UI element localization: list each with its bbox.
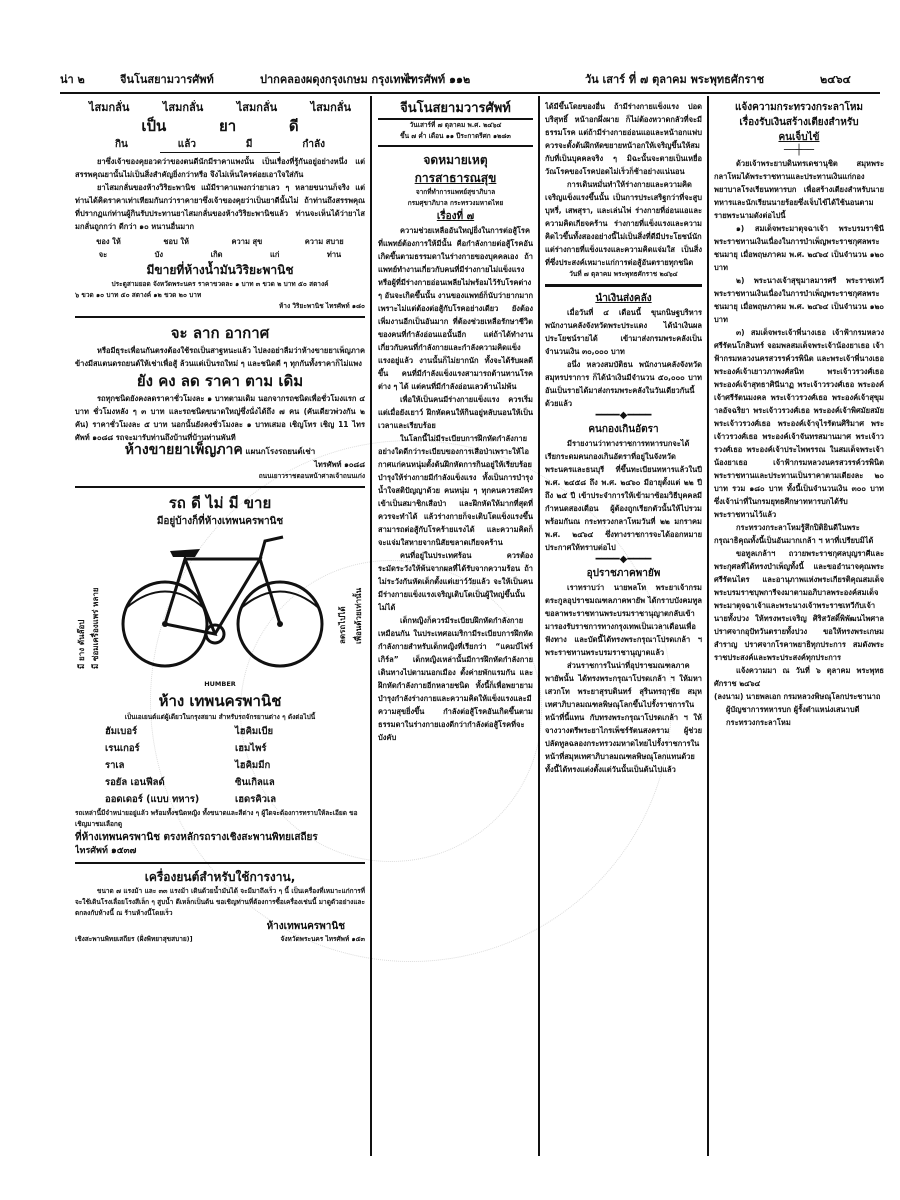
ad-tagline: ไสมกลั่น bbox=[310, 101, 351, 114]
notice-title: คนเจ็บไข้ bbox=[778, 132, 820, 143]
ad-car-rental bbox=[75, 322, 365, 482]
article-title: การสาธารณสุข bbox=[414, 171, 497, 185]
masthead-date: วันเสาร์ที่ ๗ ตุลาคม พ.ศ. ๒๔๖๔ bbox=[409, 121, 502, 129]
brand-item: ไฮคิมเบีย bbox=[235, 726, 274, 737]
ad-price: ประตูสามยอด จังหวัดพระนคร ราคาขวดละ ๑ บาท ๓ ขวด ๒ บาท ๕๐ สตางค์ bbox=[111, 280, 329, 288]
ad-phrase: ของ ให้ bbox=[96, 237, 121, 246]
article-title: จดหมายเหตุ bbox=[423, 153, 488, 167]
paper-address: ปากคลองผดุงกรุงเกษม กรุงเทพฯ bbox=[260, 73, 414, 86]
column-divider bbox=[538, 96, 540, 1156]
ad-headline-word: เป็น bbox=[141, 117, 167, 135]
news-column bbox=[545, 100, 702, 1155]
ad-address: ถนนเยาวราชตอนหน้าศาลเจ้าถนนเก่ง bbox=[258, 472, 365, 480]
news-title: นำเงินส่งคลัง bbox=[595, 293, 652, 304]
notice-signer: (ลงนาม) นายพลเอก กรมหลวงพิษณุโลกประชานาถ bbox=[714, 692, 881, 701]
ad-phrase: ชอบ ให้ bbox=[163, 237, 189, 246]
ad-intro: เป็นเอเยนต์แต่ผู้เดียวในกรุงสยาม สำหรับรถจักรยานต่าง ๆ ดังต่อไปนี้ bbox=[124, 713, 316, 721]
notice-signer-title: ผู้บัญชาการทหารบก ผู้รั้งตำแหน่งเสนาบดีกระทรวงกระลาโหม bbox=[726, 705, 860, 727]
news-paragraph: เราทราบว่า นายพลโท พระยาเจ้ากรมตระกูลอุปราชมณฑลภาคพายัพ ได้กราบบังคมทูลขอลาพระราชทานพระบรมราชานุญาตกลับเข้ามารองรับราชการทางกรุงเทพเป็นเวลาเดือนเพื่อฟังทาง และบัดนี้ได้ทรงพระกรุณาโปรดเกล้า ฯ พระราชทานพระบรมราชานุญาตแล้ว bbox=[545, 583, 702, 657]
paper-telephone: ไทรศัพท์ ๑๑๒ bbox=[405, 73, 471, 86]
ad-body-text: หรือมีธุระเพื่อนกันตรงต้องใช้รถเป็นสาฐหนะแล้ว ไปลงอย่าลืมว่าห้างขายยาเพ็ญภาค ข้างมีสแตนดรถยนต์ให้เช่าเพื่อสู้ ล้วนแต่เป็นรถใหม่ ๆ และชนิดดี ๆ ทุกกันทั้งราคาก็ไม่แพง bbox=[75, 346, 365, 368]
advertisement-column bbox=[75, 100, 365, 1160]
ad-body-text: ยาซึ่งเจ้าของคุยอวดว่าของตนดีนักมีราคาแพงนั้น เป็นเรื่องที่รู้กันอยู่อย่างหนึ่ง แต่สรรพคุณยานั้นไม่เป็นสิ่งสำคัญยิ่งกว่าหรือ จึงไม่เห็นใครค่อยเอาใจใส่กัน bbox=[75, 157, 365, 179]
news-paragraph: มีรายงานว่าทางราชการทหารบกจะได้เรียกระดมคนกองเกินอัตราที่อยู่ในจังหวัดพระนครและธนบุรี ที่ขึ้นทะเบียนทหารแล้วในปี พ.ศ. ๒๔๕๘ ถึง พ.ศ. ๒๔๖๐ มีอายุตั้งแต่ ๒๒ ปีถึง ๒๕ ปี เข้าประจำการให้เข้ามาซ้อมวิธีบุคคลมีกำหนดสองเดือน ผู้ต้องถูกเรียกตัวนั้นให้ไปรวมพร้อมกันณ กระทรวงกลาโหมวันที่ ๒๒ มกราคม พ.ศ. ๒๔๖๔ ซึ่งทางราชการจะได้ออกหมายประกาศให้ทราบต่อไป bbox=[545, 439, 702, 552]
section-rule bbox=[75, 316, 365, 318]
section-rule bbox=[75, 862, 365, 864]
article-paragraph: การเดินหมั่นทำให้ร่างกายและความคิดเจริญแข็งแรงขึ้นนั้น เป็นการประเสริฐกว่าที่จะสูบบุหรี่, เสพสุรา, และเล่นไพ่ ร่างกายที่อ่อนแอและความคิดเกียจคร้าน ร่างกายที่แข็งแรงและความคิดไวขึ้นทั้งสองอย่างนี้ไม่เป็นสิ่งที่ดีมีประโยชน์นัก แต่ร่างกายที่แข็งแรงและความคิดแจ่มใส เป็นสิ่งที่ซึ่งประสงค์เหมาะแก่การต่อสู้อันตรายทุกชนิด bbox=[545, 180, 702, 267]
ad-headline: รถ ดี ไม่ มี ขาย bbox=[168, 494, 272, 512]
ad-shop-name: ห้างขายยาเพ็ญภาค bbox=[124, 442, 243, 458]
ad-headline: จะ ลาก อากาศ bbox=[170, 324, 270, 342]
masthead-title: จีนโนสยามวารศัพท์ bbox=[378, 100, 533, 120]
article-paragraph: ในโลกนี้ไม่มีระเบียบการฝึกหัดกำลังกายอย่างใดดีกว่าระเบียบของการเสือป่าเพราะให้ไอกาศแก่คนหนุ่มตั้งต้นฝึกหัดการกินอยู่ให้เรียบร้อย บำรุงให้ร่างกายมีกำลังแข็งแรง ทั้งเป็นการบำรุงน้ำใจสติปัญญาด้วย คนหนุ่ม ๆ ทุกคนควรสมัครเข้าเป็นสมาชิกเสือป่า และฝึกหัดให้มากที่สุดที่ควรจะทำได้ แล้วร่างกายก็จะเติบโตแข็งแรงขึ้น สามารถต่อสู้กับโรคร้ายแรงได้ และความคิดก็จะแจ่มใสหายจากนิสัยขลาดเกียจคร้าน bbox=[378, 434, 533, 547]
issue-date: วัน เสาร์ ที่ ๗ ตุลาคม พระพุทธศักราช bbox=[585, 73, 765, 86]
article-dateline: วันที่ ๗ ตุลาคม พระพุทธศักราช ๒๔๖๔ bbox=[569, 270, 678, 278]
ad-subhead-word: แล้ว bbox=[177, 139, 196, 150]
ad-headline: เครื่องยนต์สำหรับใช้การงาน, bbox=[144, 870, 296, 884]
ad-tagline: ไสมกลั่น bbox=[162, 101, 204, 114]
news-title: คนกองเกินอัตรา bbox=[588, 424, 659, 435]
ad-phone: ไทรศัพท์ ๑๐๘๘ bbox=[314, 460, 365, 469]
bicycle-brand-label: HUMBER bbox=[204, 680, 236, 688]
ad-price: ๖ ขวด ๑๐ บาท ๕๐ สตางค์ ๑๒ ขวด ๒๐ บาท bbox=[75, 291, 202, 299]
ad-signature: ห้าง วิริยะพานิช ไทรศัพท์ ๑๘๐ bbox=[279, 302, 365, 310]
news-title: อุปราชภาคพายัพ bbox=[586, 568, 661, 579]
column-divider bbox=[370, 96, 372, 1156]
ornament-divider: ──┼── bbox=[783, 145, 815, 156]
notice-dateline: แจ้งความมา ณ วันที่ ๖ ตุลาคม พระพุทธศักราช ๒๔๖๔ bbox=[714, 666, 884, 688]
brand-item: ราเล bbox=[105, 760, 125, 771]
ad-phrase: ท่าน bbox=[326, 250, 342, 259]
article-paragraph: เพื่อให้เป็นคนมีร่างกายแข็งแรง ควรเริ่มแต่เมื่อยังเยาว์ ฝึกหัดคนให้กินอยู่หลับนอนให้เป็นเวลาและเรียบร้อย bbox=[378, 395, 533, 430]
ad-side-text: เพื่อนด้วยเท่านั้น bbox=[354, 587, 363, 644]
notice-paragraph: ๓) สมเด็จพระเจ้าพี่นางเธอ เจ้าฟ้ากรมหลวงศรีรัตนโกสินทร์ จอมพลสมเด็จพระเจ้าน้องยาเธอ เจ้าฟ้ากรมหลวงนครสวรรค์วรพินิต และพระเจ้าพี่นางเธอ พระองค์เจ้าเยาวภาพงศ์สนิท พระเจ้าวรวงศ์เธอ พระองค์เจ้าสุทธาศินีนาฏ พระเจ้าวรวงศ์เธอ พระองค์เจ้าศรีรัตนมงคล พระเจ้าวรวงศ์เธอ พระองค์เจ้าสุขุมาลอัจฉริยา พระเจ้าวรวงศ์เธอ พระองค์เจ้าพิศมัยสมัย พระเจ้าวรวงศ์เธอ พระองค์เจ้าจุไรรัตนศิริมาศ พระเจ้าวรวงศ์เธอ พระองค์เจ้าจันทรสมานมาศ พระเจ้าวรวงศ์เธอ พระองค์เจ้าประไพพรรณ ในสมเด็จพระเจ้าน้องยาเธอ เจ้าฟ้ากรมหลวงนครสวรรค์วรพินิต พระราชทานและประทานเป็นราคาตามเตียงละ ๒๐ บาท รวม ๑๘๐ บาท ทั้งนี้เป็นจำนวนเงิน ๓๐๐ บาท ซึ่งเจ้าน่าที่ในกรมยุทธศึกษาทหารบกได้รับพระราชทานไว้แล้ว bbox=[714, 328, 884, 519]
notice-title: เรื่องรับเงินสร้างเตียงสำหรับ bbox=[739, 117, 859, 128]
ad-phrase: ความ สบาย bbox=[304, 237, 344, 246]
notice-paragraph: ด้วยเจ้าพระยาบดินทรเดชานุชิต สมุหพระกลาโหมได้พระราชทานและประทานเงินแก่กองพยาบาลโรงเรียนทหารบก เพื่อสร้างเตียงสำหรับนายทหารและนักเรียนนายร้อยซึ่งเจ็บไข้ได้ใช้นอนตามรายพระนามดังต่อไปนี้ bbox=[714, 159, 884, 220]
brand-item: ออดเดอร์ (แบบ ทหาร) bbox=[105, 794, 200, 805]
ad-phone: จังหวัดพระนคร ไทรศัพท์ ๑๕๓ bbox=[280, 935, 365, 943]
ad-body-text: ขนาด ๗ แรงม้า และ ๓๓ แรงม้า เดินด้วยน้ำมันได้ จะมีมาถึงเร็ว ๆ นี้ เป็นเครื่องที่เหมาะแก่การที่จะใช้เดินโรงเลื่อยโรงสีเล็ก ๆ สูบน้ำ ตีเหล็กเป็นต้น ขอเชิญท่านที่ต้องการซื้อเครื่องเช่นนี้ มาดูตัวอย่างและตกลงกับห้างนี้ ณ ร้านห้างนี้โดยเร็ว bbox=[75, 887, 365, 917]
ad-headline-word: ยา bbox=[218, 117, 237, 135]
ornament-divider: ━━━━◆━━━━ bbox=[595, 410, 652, 421]
ad-phrase: เกิด bbox=[210, 250, 223, 259]
ad-phrase: แก่ bbox=[270, 250, 280, 259]
notice-paragraph: ๑) สมเด็จพระมาตุจฉาเจ้า พระบรมราชินี พระราชทานเงินเนื่องในการบำเพ็ญพระราชกุศลพระชนมายุ เมื่อพฤษภาคม พ.ศ. ๒๔๖๔ เป็นจำนวน ๑๒๐ บาท bbox=[714, 224, 884, 272]
news-paragraph: ส่วนราชการในน่าที่อุปราชมณฑลภาคพายัพนั้น ได้ทรงพระกรุณาโปรดเกล้า ฯ ให้มหาเสวกโท พระยาสุรบดินทร์ สุรินทรฤๅชัย สมุหเทศาภิบาลมณฑลพิษณุโลกขึ้นไปรั้งราชการในหน้าที่นี้แทน กับทรงพระกรุณาโปรดเกล้า ฯ ให้ จางวางตรีพระยาไกรเพ็ชร์รัตนสงคราม ผู้ช่วยปลัดทูลฉลองกระทรวงมหาดไทยไปรั้งราชการในหน้าที่สมุหเทศาภิบาลมณฑลพิษณุโลกแทนด้วย ทั้งนี้ได้ทรงแต่งตั้งแต่วันนั้นเป็นต้นไปแล้ว bbox=[545, 661, 702, 774]
ministry-notice-column bbox=[714, 100, 884, 1155]
ad-body-text: รถทุกชนิดยังคงลดราคาชั่วโมงละ ๑ บาทตามเดิม นอกจากรถชนิดเพื่อชั่วโมงแรก ๔ บาท ชั่วโมงหลัง ๆ ๓ บาท และรถชนิดขนาดใหญ่ซึ่งนั่งได้ถึง ๗ คน (คันเดียวพ่วงกัน ๒ คัน) ราคาชั่วโมงละ ๕ บาท นอกนั้นยังคงชั่วโมงละ ๑ บาทเสมอ เชิญโทร เชิญ 11 ไทรศัพท์ ๑๐๘๘ รถจะมารับท่านถึงบ้านที่บ้านท่านพันที bbox=[75, 394, 365, 442]
ad-side-text: มี ซ่อมเครื่องแพร่ หลาย bbox=[91, 587, 100, 669]
ad-phone: ไทรศัพท์ ๑๕๓๗ bbox=[75, 846, 137, 856]
notice-title: แจ้งความกระทรวงกระลาโหม bbox=[734, 102, 864, 113]
section-rule bbox=[75, 486, 365, 488]
brand-item: รอยัล เอนฟีลด์ bbox=[105, 777, 165, 788]
ad-bicycle bbox=[75, 492, 365, 858]
ad-shop-name: ห้าง เทพนครพานิช bbox=[158, 692, 282, 710]
ad-phrase: บัง bbox=[154, 250, 164, 259]
ad-headline-word: ดี bbox=[288, 117, 299, 135]
article-paragraph: ความช่วยเหลืออันใหญ่ยิ่งในการต่อสู้โรคที่แพทย์ต้องการให้มีนั้น คือกำลังกายต่อสู้โรคอันเกิดขึ้นตามธรรมดาในร่างกายของบุคคลเอง ถ้าแพทย์ทำงานเกี่ยวกับคนที่มีร่างกายไม่แข็งแรงหรือผู้ที่มีร่างกายอ่อนเพลียไม่พร้อมไว้รับโรคต่าง ๆ อันจะเกิดขึ้นนั้น งานของแพทย์ก็นับว่ายากมาก เพราะไม่แต่ต้องต่อสู้กับโรคอย่างเดียว ยังต้องเพิ่มงานอีกเป็นอันมาก ที่ต้องช่วยเหลือรักษาชีวิตของคนที่กำลังอ่อนแอนั้นอีก แต่ถ้าได้ทำงานเกี่ยวกับคนที่กำลังกายและกำลังความคิดแข็งแรงอยู่แล้ว งานนั้นก็ไม่ยากนัก ทั้งจะได้รับผลดีขึ้น คนที่มีกำลังแข็งแรงสามารถต้านทานโรคต่าง ๆ ได้ แต่คนที่มีกำลังอ่อนเลวต้านไม่พ้น bbox=[378, 226, 533, 391]
article-paragraph: คนที่อยู่ในประเทศร้อน ควรต้องระมัดระวังให้พ้นจากผลที่ได้รับจากความร้อน ถ้าไม่ระวังกันหัดเด็กตั้งแต่เยาว์วัยแล้ว จะให้เป็นคนมีร่างกายแข็งแรงเจริญเติบโตเป็นผู้ใหญ่ขึ้นนั้นไม่ได้ bbox=[378, 551, 533, 612]
ad-headline: ยัง คง ลด ราคา ตาม เดิม bbox=[136, 372, 304, 390]
ad-engines bbox=[75, 868, 365, 945]
notice-paragraph: กระทรวงกระลาโหมรู้สึกปิติยินดีในพระกรุณาธิคุณทั้งนี้เป็นอันมากเกล้า ฯ หาที่เปรียบมิได้ bbox=[714, 523, 874, 545]
section-rule bbox=[545, 284, 702, 287]
column-divider bbox=[707, 96, 709, 1156]
notice-paragraph: ๒) พระนางเจ้าสุขุมาลมารศรี พระราชเทวี พระราชทานเงินเนื่องในการบำเพ็ญพระราชกุศลพระชนมายุ เมื่อพฤษภาคม พ.ศ. ๒๔๖๔ เป็นจำนวน ๑๒๐ บาท bbox=[714, 276, 884, 324]
brand-item: เรนเกอร์ bbox=[105, 743, 140, 754]
ad-shop-sub: แผนกโรงรถยนต์เช่า bbox=[245, 447, 316, 456]
article-byline: จากที่ทำการแพทย์สุขาภิบาล bbox=[415, 188, 496, 196]
ad-shop-name: ห้างเทพนครพานิช bbox=[266, 921, 345, 932]
brand-item: ซินเกิลแล bbox=[235, 777, 275, 788]
article-paragraph: ได้มีขึ้นโดยของอื่น ถ้ามีร่างกายแข็งแรง ปอดบริสุทธิ์ หน้าอกผึ่งผาย ก็ไม่ต้องหวาดกลัวที่จะมีธรรมโรค แต่ถ้ามีร่างกายอ่อนแอและหน้าอกแฟบ ควรจะตั้งต้นฝึกหัดขยายหน้าอกให้เจริญขึ้นให้สมกับที่เป็นบุคคลจริง ๆ มิฉะนั้นจะตายเป็นเหยื่อวัณโรคของโรคปอดไม่เร็วก็ช้าอย่างแน่นอน bbox=[545, 102, 702, 176]
masthead-lunar-date: ขึ้น ๗ ค่ำ เดือน ๑๑ ปีระกาตรีศก ๑๒๘๓ bbox=[400, 132, 511, 140]
brand-item: เฮมไพร์ bbox=[235, 743, 267, 754]
article-chapter: เรื่องที่ ๗ bbox=[436, 211, 475, 222]
news-paragraph: เมื่อวันที่ ๔ เดือนนี้ ขุนกนิษฐบริหาร พนักงานคลังจังหวัดพระประแดง ได้นำเงินผลประโยชน์รายได้ เข้ามาส่งกรมพระคลังเป็นจำนวนเงิน ๓๐,๐๐๐ บาท bbox=[545, 308, 702, 356]
page-number: น่า ๒ bbox=[60, 73, 85, 86]
bicycle-illustration bbox=[115, 529, 325, 674]
masthead bbox=[378, 100, 533, 147]
ad-subhead: มีอยู่บ้างก็ที่ห้างเทพนครพานิช bbox=[156, 516, 284, 527]
ad-subhead-word: มี bbox=[245, 139, 253, 150]
news-paragraph: อนึ่ง หลวงสมบัติธน พนักงานคลังจังหวัดสมุทรปราการ ก็ได้นำเงินมีจำนวน ๕๐,๐๐๐ บาท อันเป็นรายได้มาส่งกรมพระคลังในวันเดียวกันนี้ด้วยแล้ว bbox=[545, 360, 702, 408]
bicycle-brand-list bbox=[75, 723, 365, 808]
ad-tagline: ไสมกลั่น bbox=[89, 101, 130, 114]
brand-item: ฮัมเบอร์ bbox=[105, 726, 138, 737]
ad-somklan-medicine bbox=[75, 100, 365, 312]
ad-subhead-word: กำลัง bbox=[302, 139, 325, 150]
ad-footer: รถเหล่านี้มีจำหน่ายอยู่แล้ว พร้อมทั้งชนิดหญิง ทั้งขนาดและสีต่าง ๆ ผู้ใดจะต้องการทราบให้ละเอียด ขอเชิญมาชมเลือกดู bbox=[75, 809, 358, 828]
notice-paragraph: ขอทูลเกล้าฯ ถวายพระราชกุศลบุญราศีและพระกุศลที่ได้ทรงบำเพ็ญทั้งนี้ และขออำนาจคุณพระศรีรัตนไตร และอานุภาพแห่งพระเกียรติคุณสมเด็จพระบรมราชบุพการีจงมาตามอภิบาลพระองค์สมเด็จพระมาตุจฉาเจ้าและพระนางเจ้าพระราชเทวีกับเจ้านายทั้งปวง ให้ทรงพระเจริญ ศิริสวัสดิ์พิพัฒนไพศาลปราศจากอุปัทวันตรายทั้งปวง ขอให้ทรงพระเกษมสำราญ ปราศจากโรคาพยาธิทุกประการ สมดังพระราชประสงค์และพระประสงค์ทุกประการ bbox=[714, 549, 884, 662]
ad-body-text: ยาไสมกลั่นของห้างวิริยะพานิช แม้มีราคาแพงกว่ายาเลว ๆ หลายขนานก็จริง แต่ท่านได้คิดราคาเท่าเทียมกันกว่าราคายาซึ่งเจ้าของคุยว่าเป็นยาดีนั้นไม่ ถ้าท่านถึงสรรพคุณที่ปรากฏแก่ท่านผู้กินรับประทานยาไสมกลั่นของห้างวิริยะพานิชแล้ว ท่านจะเห็นได้ว่ายาไสมกลั่นถูกกว่า ดีกว่า ๑๐ หนานอื่นมาก bbox=[75, 183, 365, 231]
ornament-divider: ━━━━◆━━━━ bbox=[595, 554, 652, 565]
issue-year: ๒๔๖๔ bbox=[820, 73, 851, 86]
ad-subhead-word: กิน bbox=[115, 139, 128, 150]
ad-phrase: จะ bbox=[98, 250, 108, 259]
ad-sold-at: มีขายที่ห้างน้ำมันวิริยะพานิช bbox=[146, 263, 294, 277]
paper-name: จีนโนสยามวารศัพท์ bbox=[120, 73, 214, 86]
header-rule bbox=[60, 92, 880, 94]
brand-item: ไฮคิมมีก bbox=[235, 760, 271, 771]
brand-item: เฮดรคิวเล bbox=[235, 794, 277, 805]
ad-side-text: ลดรถไปได้ bbox=[338, 606, 347, 644]
ad-footer-address: ที่ห้างเทพนครพานิช ตรงหลักรถรางเชิงสะพานพิทยเสถียร bbox=[75, 832, 318, 843]
ad-tagline: ไสมกลั่น bbox=[236, 101, 278, 114]
ad-address: เชิงสะพานพิทยเสถียร (ฝั่งพิทยาสุขสบาย)] bbox=[75, 935, 193, 943]
health-article-column bbox=[378, 100, 533, 1155]
page-header bbox=[60, 66, 880, 88]
article-byline: กรมศุขาภิบาล กระทรวงมหาดไทย bbox=[407, 199, 504, 207]
ad-underline bbox=[160, 152, 280, 153]
ad-phrase: ความ สุข bbox=[231, 237, 263, 246]
ad-side-text: มี ยาง ดันล๊อป bbox=[77, 619, 86, 669]
article-paragraph: เด็กหญิงก็ควรมีระเบียบฝึกหัดกำลังกายเหมือนกัน ในประเทศอเมริกามีระเบียบการฝึกหัดกำลังกายสำหรับเด็กหญิงที่เรียกว่า “แคมป์ไฟร์เกิร์ล” เด็กหญิงเหล่านั้นมีการฝึกหัดกำลังกาย เดินทางไปตามนอกเมือง ตั้งค่ายพักแรมกัน และฝึกหัดกำลังกายอีกหลายชนิด ทั้งนี้ก็เพื่อพยายามบำรุงกำลังร่างกายและความคิดให้แข็งแรงและมีความสุขยิ่งขึ้น กำลังต่อสู้โรคอันเกิดขึ้นตามธรรมดาในร่างกายเองดีกว่ากำลังต่อสู้โรคที่จะบังคับ bbox=[378, 616, 533, 742]
